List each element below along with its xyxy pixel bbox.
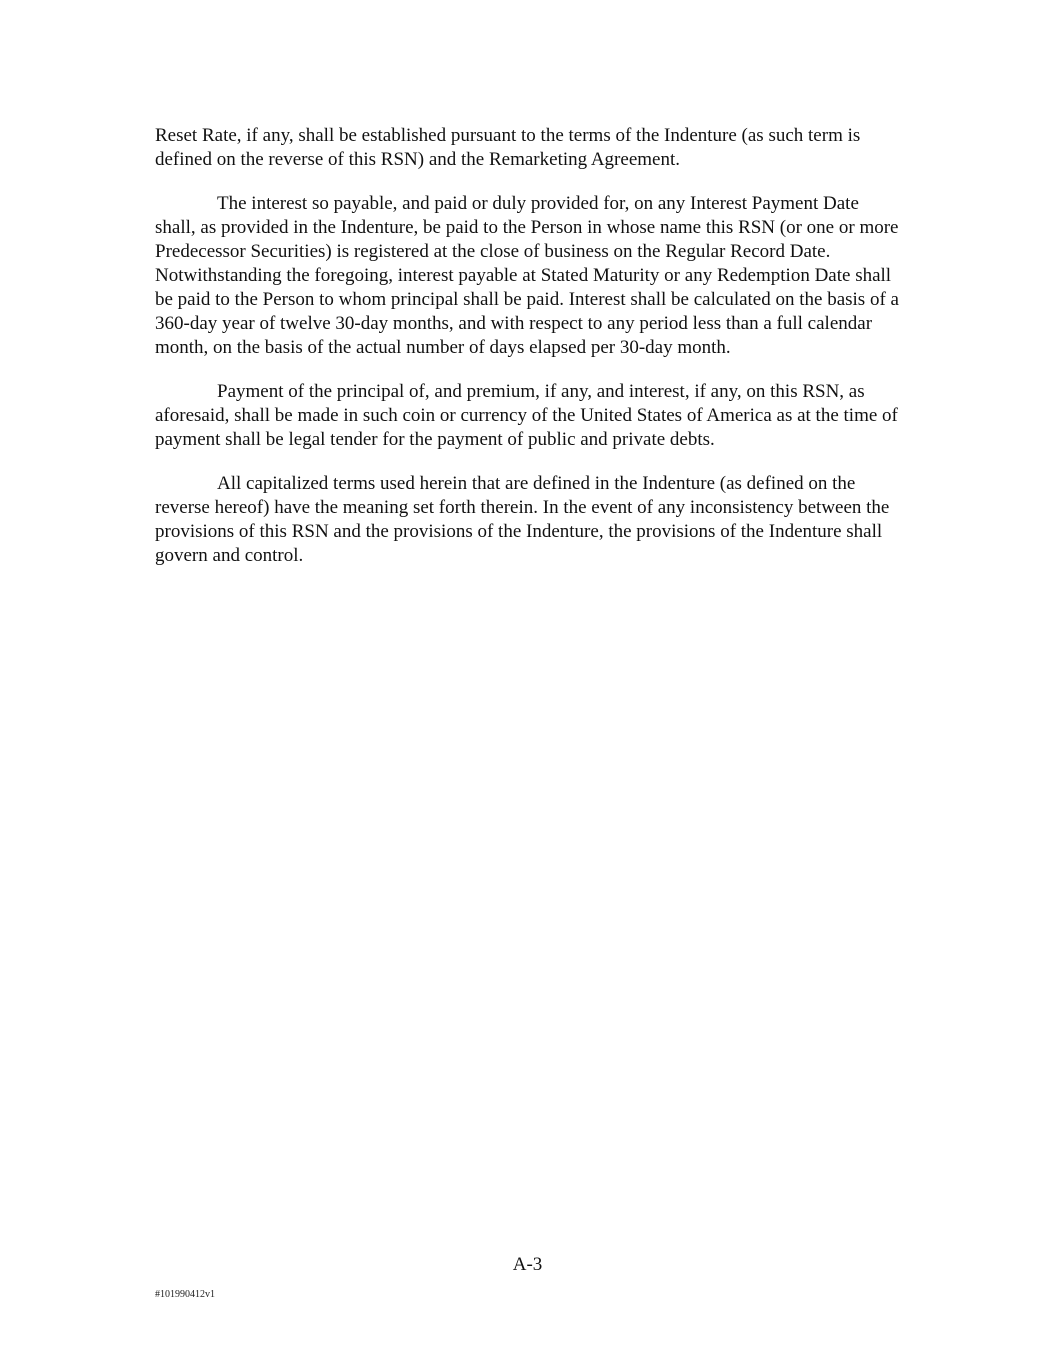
paragraph-payment-principal: Payment of the principal of, and premium, if any, and interest, if any, on this RSN, as aforesaid, shall be made in such coin or currency of the United States of America as at the time of payment shall be legal tender for the payment of public and private debts. <box>155 381 898 450</box>
paragraph-reset-rate: Reset Rate, if any, shall be established pursuant to the terms of the Indenture (as such term is defined on the reverse of this RSN) and the Remarketing Agreement. <box>155 125 861 170</box>
page-number: A-3 <box>512 1254 543 1275</box>
document-body <box>155 124 900 588</box>
paragraph-capitalized-terms: All capitalized terms used herein that are defined in the Indenture (as defined on the reverse hereof) have the meaning set forth therein. In the event of any inconsistency between the provisions of this RSN and the provisions of the Indenture, the provisions of the Indenture shall govern and control. <box>155 473 890 566</box>
document-id: #101990412v1 <box>155 1289 215 1300</box>
paragraph-interest-payable: The interest so payable, and paid or duly provided for, on any Interest Payment Date shall, as provided in the Indenture, be paid to the Person in whose name this RSN (or one or more Predecessor Securities) is registered at the close of business on the Regular Record Date. Notwithstanding the foregoing, interest payable at Stated Maturity or any Redemption Date shall be paid to the Person to whom principal shall be paid. Interest shall be calculated on the basis of a 360-day year of twelve 30-day months, and with respect to any period less than a full calendar month, on the basis of the actual number of days elapsed per 30-day month. <box>155 193 899 358</box>
